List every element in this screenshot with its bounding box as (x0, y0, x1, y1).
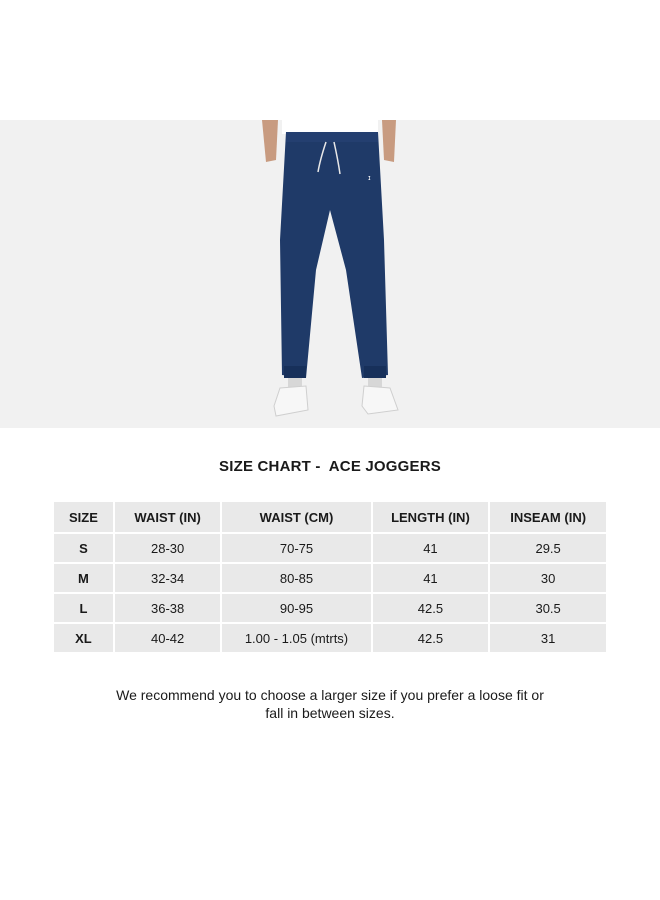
waist-in-cell: 40-42 (115, 624, 221, 652)
header-waist-cm: WAIST (CM) (222, 502, 370, 532)
header-length-in: LENGTH (IN) (373, 502, 489, 532)
inseam-cell: 30.5 (490, 594, 606, 622)
waist-in-cell: 36-38 (115, 594, 221, 622)
logo-mark: ɪ (368, 174, 371, 182)
inseam-cell: 29.5 (490, 534, 606, 562)
note-line-2: fall in between sizes. (265, 705, 395, 721)
waist-cm-cell: 90-95 (222, 594, 370, 622)
table-row (54, 564, 606, 592)
note-line-1: We recommend you to choose a larger size if you prefer a loose fit or (116, 687, 544, 703)
size-cell: XL (54, 624, 113, 652)
table-row (54, 594, 606, 622)
inseam-cell: 30 (490, 564, 606, 592)
table-row (54, 624, 606, 652)
product-photo (0, 120, 660, 428)
size-cell: S (54, 534, 113, 562)
header-size: SIZE (54, 502, 113, 532)
waist-cm-cell: 70-75 (222, 534, 370, 562)
waistband (286, 132, 378, 142)
size-chart-table (52, 500, 608, 654)
jogger-pants (280, 132, 388, 378)
right-cuff (364, 366, 386, 378)
header-waist-in: WAIST (IN) (115, 502, 221, 532)
fit-recommendation-note (80, 686, 580, 722)
length-cell: 42.5 (373, 594, 489, 622)
table-row (54, 534, 606, 562)
length-cell: 42.5 (373, 624, 489, 652)
size-cell: L (54, 594, 113, 622)
waist-cm-cell: 1.00 - 1.05 (mtrts) (222, 624, 370, 652)
right-hand (382, 120, 396, 162)
left-cuff (284, 366, 306, 378)
left-hand (262, 120, 278, 162)
inseam-cell: 31 (490, 624, 606, 652)
waist-in-cell: 28-30 (115, 534, 221, 562)
size-chart-title: SIZE CHART - ACE JOGGERS (219, 458, 441, 475)
table-header-row (54, 502, 606, 532)
size-cell: M (54, 564, 113, 592)
length-cell: 41 (373, 534, 489, 562)
waist-cm-cell: 80-85 (222, 564, 370, 592)
shirt-hem (282, 120, 378, 134)
model-in-joggers-illustration (0, 120, 660, 428)
left-sneaker (274, 386, 308, 416)
right-sneaker (362, 386, 398, 414)
header-inseam-in: INSEAM (IN) (490, 502, 606, 532)
length-cell: 41 (373, 564, 489, 592)
waist-in-cell: 32-34 (115, 564, 221, 592)
